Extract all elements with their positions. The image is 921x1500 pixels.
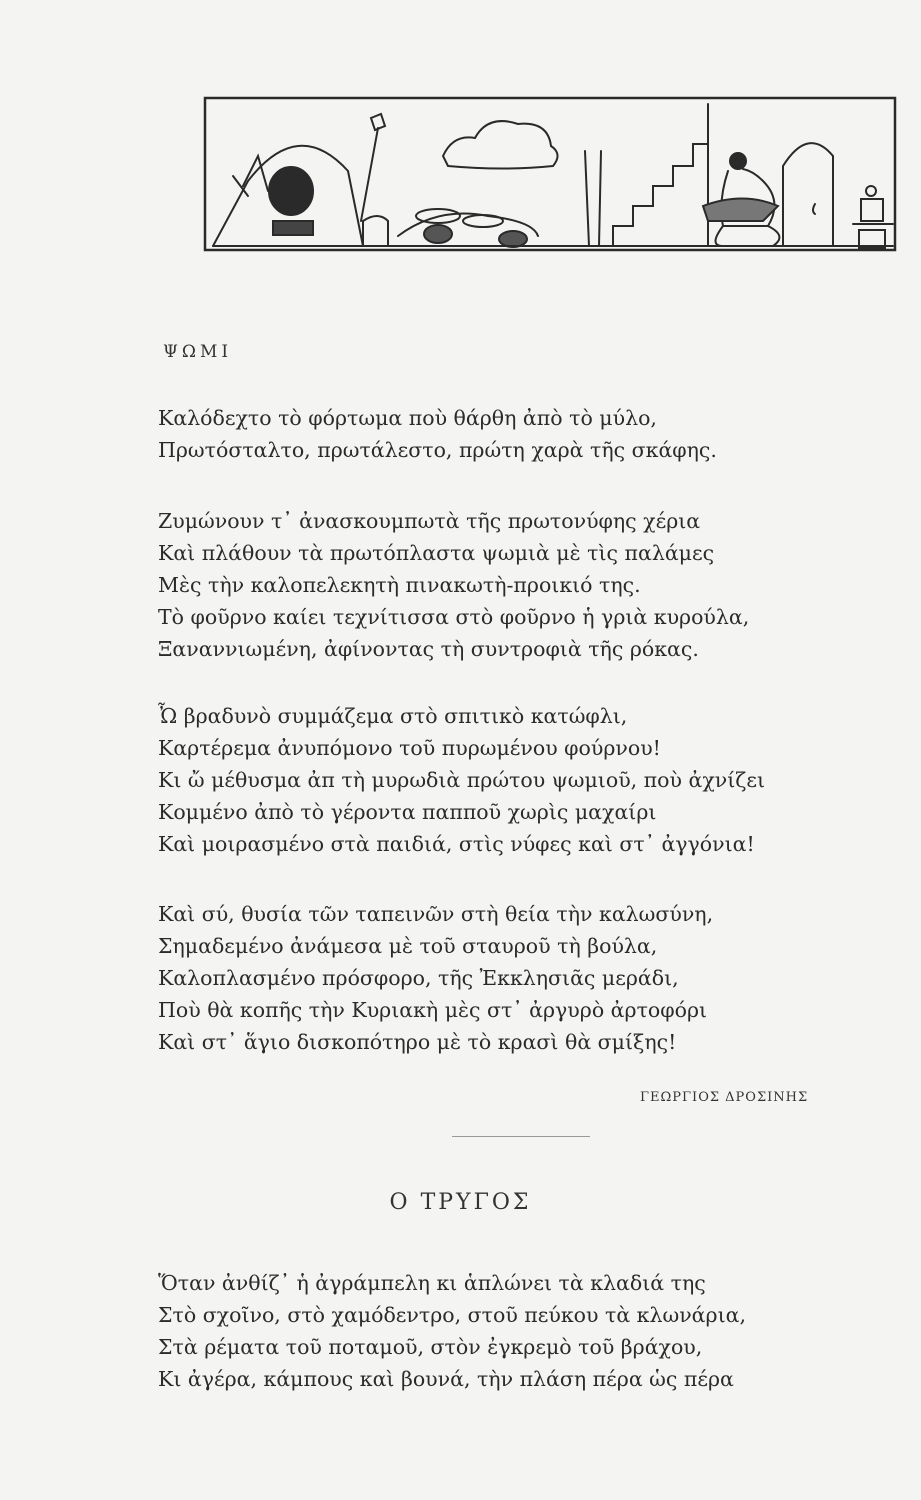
poem-title: ΨΩΜΙ [163, 342, 233, 362]
verse-line: Κι ὤ μέθυσμα ἀπ τὴ μυρωδιὰ πρώτου ψωμιοῦ, ποὺ ἀχνίζει [158, 768, 766, 792]
poem2-stanza-1 [158, 1267, 878, 1395]
verse-line: Καρτέρεμα ἀνυπόμονο τοῦ πυρωμένου φούρνου! [158, 736, 661, 760]
verse-line: Καὶ σύ, θυσία τῶν ταπεινῶν στὴ θεία τὴν καλωσύνη, [158, 902, 714, 926]
stanza-2 [158, 505, 878, 665]
verse-line: Καλόδεχτο τὸ φόρτωμα ποὺ θάρθη ἀπὸ τὸ μύλο, [158, 406, 657, 430]
verse-line: Ὅταν ἀνθίζ᾽ ἡ ἀγράμπελη κι ἁπλώνει τὰ κλαδιά της [158, 1271, 706, 1295]
stanza-4 [158, 898, 878, 1058]
section-divider [452, 1136, 590, 1137]
poem2-title: Ο ΤΡΥΓΟΣ [389, 1190, 532, 1215]
verse-line: Καὶ πλάθουν τὰ πρωτόπλαστα ψωμιὰ μὲ τὶς παλάμες [158, 541, 715, 565]
verse-line: Μὲς τὴν καλοπελεκητὴ πινακωτὴ-προικιό της. [158, 573, 641, 597]
verse-line: Στὸ σχοῖνο, στὸ χαμόδεντρο, στοῦ πεύκου τὰ κλωνάρια, [158, 1303, 746, 1327]
verse-line: Καὶ μοιρασμένο στὰ παιδιά, στὶς νύφες καὶ στ᾽ ἀγγόνια! [158, 832, 755, 856]
header-illustration [203, 96, 898, 254]
verse-line: Σημαδεμένο ἀνάμεσα μὲ τοῦ σταυροῦ τὴ βούλα, [158, 934, 658, 958]
verse-line: Κομμένο ἀπὸ τὸ γέροντα παπποῦ χωρὶς μαχαίρι [158, 800, 657, 824]
verse-line: Τὸ φοῦρνο καίει τεχνίτισσα στὸ φοῦρνο ἡ γριὰ κυρούλα, [158, 605, 750, 629]
poem-author: ΓΕΩΡΓΙΟΣ ΔΡΟΣΙΝΗΣ [640, 1090, 809, 1105]
verse-line: Ὦ βραδυνὸ συμμάζεμα στὸ σπιτικὸ κατώφλι, [158, 704, 628, 728]
verse-line: Καλοπλασμένο πρόσφορο, τῆς Ἐκκλησιᾶς μεράδι, [158, 966, 679, 990]
stanza-3 [158, 700, 878, 860]
verse-line: Ξαναννιωμένη, ἀφίνοντας τὴ συντροφιὰ τῆς ρόκας. [158, 637, 699, 661]
verse-line: Ζυμώνουν τ᾽ ἀνασκουμπωτὰ τῆς πρωτονύφης χέρια [158, 509, 701, 533]
verse-line: Στὰ ρέματα τοῦ ποταμοῦ, στὸν ἐγκρεμὸ τοῦ βράχου, [158, 1335, 703, 1359]
stanza-1 [158, 402, 878, 466]
verse-line: Κι ἀγέρα, κάμπους καὶ βουνά, τὴν πλάση πέρα ὡς πέρα [158, 1367, 734, 1391]
verse-line: Ποὺ θὰ κοπῆς τὴν Κυριακὴ μὲς στ᾽ ἀργυρὸ ἀρτοφόρι [158, 998, 708, 1022]
verse-line: Καὶ στ᾽ ἅγιο δισκοπότηρο μὲ τὸ κρασὶ θὰ σμίξης! [158, 1030, 677, 1054]
verse-line: Πρωτόσταλτο, πρωτάλεστο, πρώτη χαρὰ τῆς σκάφης. [158, 438, 717, 462]
